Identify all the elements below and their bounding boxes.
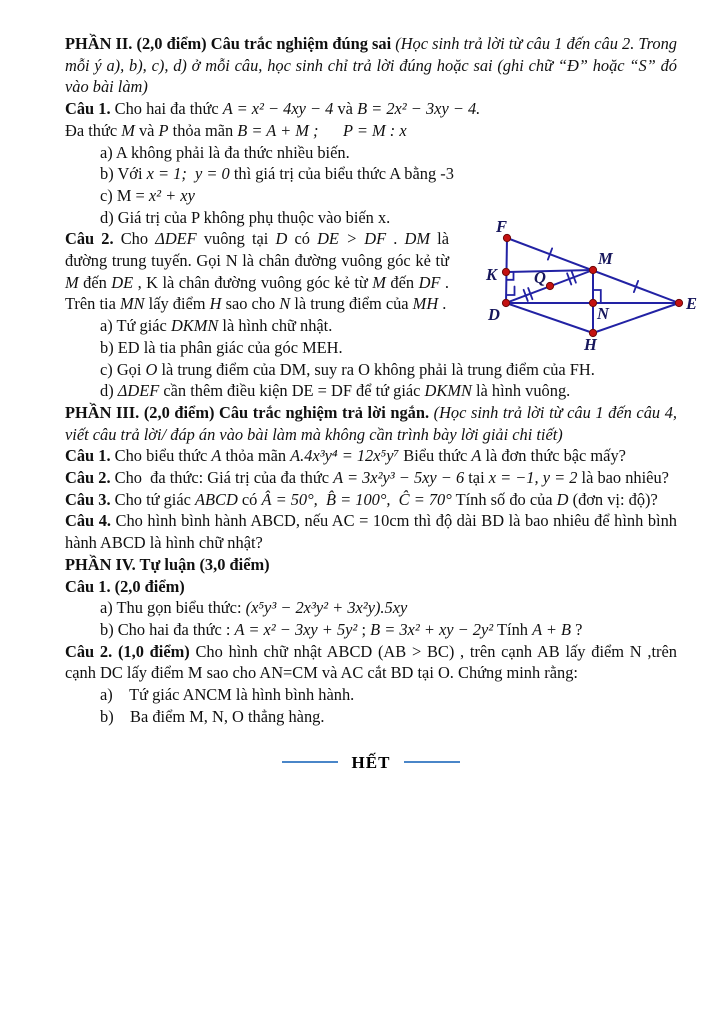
text-segment: Cho hình chữ nhật ABCD (AB > BC) , trên cạnh AB lấy điểm N ,trên cạnh DC lấy điểm M sao cho AN=CM và AC cắt BD tại O. Chứng minh rằng: (65, 641, 677, 683)
text-segment: P (158, 120, 169, 140)
part3-question-1 (65, 445, 677, 467)
text-segment: a) A không phải là đa thức nhiều biến. (100, 142, 350, 162)
text-segment: . (386, 229, 405, 249)
part3-question-4 (65, 510, 677, 553)
text-segment: x = −1, y = 2 (488, 468, 578, 488)
text-segment: DKMN (424, 381, 472, 401)
point-K (502, 268, 509, 275)
text-segment: b) Cho hai đa thức : (100, 619, 235, 639)
part2-cau1-item-b (65, 163, 677, 185)
text-segment: a) Tứ giác ANCM là hình bình hành. (100, 685, 355, 705)
text-segment: vuông tại (196, 229, 276, 249)
text-segment: DF (418, 272, 441, 292)
text-segment: Câu 1. (65, 446, 111, 466)
text-segment: là trung điểm của (290, 294, 413, 314)
text-segment: Cho biểu thức (110, 446, 212, 466)
text-segment: Câu 4. (65, 511, 111, 531)
text-segment: là đường trung tuyến. Gọi N là chân đường vuông góc kẻ từ (65, 229, 450, 271)
text-segment: O (145, 359, 158, 379)
text-segment: (x⁵y³ − 2x³y² + 3x²y).5xy (245, 598, 408, 618)
text-segment: ΔDEF (117, 381, 160, 401)
text-segment: N (279, 294, 291, 314)
text-segment: ΔDEF (155, 229, 197, 249)
part4-heading (65, 554, 677, 576)
point-M (589, 266, 596, 273)
text-segment: sao cho (221, 294, 280, 314)
text-segment: DKMN (170, 316, 219, 336)
part4-cau1-item-b (65, 619, 677, 641)
text-segment: Câu 2. (65, 468, 111, 488)
text-segment: MH (412, 294, 439, 314)
text-segment: DE > DF (317, 229, 387, 249)
divider-line-left (282, 761, 338, 763)
text-segment: là hình chữ nhật. (218, 316, 333, 336)
text-segment: ABCD (195, 489, 238, 509)
point-E (675, 299, 682, 306)
figure-label-M: M (598, 249, 613, 268)
figure-label-E: E (686, 294, 698, 313)
edge-DH (506, 303, 593, 333)
right-angle-D (507, 287, 515, 296)
text-segment: A = x² − 4xy − 4 (222, 99, 334, 119)
part2-cau1-condition (65, 120, 677, 142)
text-segment: MN (119, 294, 145, 314)
text-segment: Cho (113, 229, 156, 249)
part4-cau1-item-a (65, 597, 677, 619)
text-segment: DM (404, 229, 431, 249)
text-segment: A (211, 446, 222, 466)
text-segment: thỏa mãn (221, 446, 291, 466)
part2-heading (65, 33, 677, 98)
part3-question-2 (65, 467, 677, 489)
text-segment: A + B (532, 619, 572, 639)
part2-cau1-intro (65, 98, 677, 120)
text-segment: M (121, 120, 135, 140)
text-segment: thì giá trị của biểu thức A bằng -3 (229, 164, 454, 184)
text-segment: Cho hai đa thức (110, 99, 223, 119)
text-segment: c) M = (100, 185, 149, 205)
text-segment: P = M : x (343, 120, 407, 140)
text-segment: x² + xy (148, 185, 195, 205)
part2-cau2-item-d (65, 380, 677, 402)
part3-heading (65, 402, 677, 445)
text-segment: D (275, 229, 288, 249)
text-segment: A (471, 446, 482, 466)
point-D (502, 299, 509, 306)
text-segment: thỏa mãn (168, 120, 238, 140)
text-segment: PHẦN III. (2,0 điểm) Câu trắc nghiệm trả lời ngắn. (65, 402, 434, 422)
part4-cau2-item-a (65, 684, 677, 706)
text-segment: và (134, 120, 159, 140)
figure-label-F: F (496, 217, 508, 236)
text-segment: đến (78, 272, 112, 292)
text-segment: d) (100, 381, 118, 401)
text-segment: M (372, 272, 386, 292)
text-segment: cần thêm điều kiện DE = DF để tứ giác (159, 381, 425, 401)
part4-cau2-intro (65, 641, 677, 684)
figure-edges (506, 238, 679, 333)
text-segment: PHẦN II. (2,0 điểm) Câu trắc nghiệm đúng sai (65, 34, 396, 53)
text-segment: b) ED là tia phân giác của góc MEH. (100, 337, 343, 357)
figure-label-N: N (597, 304, 609, 323)
text-segment: Câu 1. (65, 99, 111, 119)
text-segment: Đa thức (65, 120, 122, 140)
text-segment: Câu 2. (1,0 điểm) (65, 641, 190, 661)
text-segment: B = 2x² − 3xy − 4. (357, 99, 481, 119)
text-segment: Cho tứ giác (110, 489, 195, 509)
edge-KM (506, 270, 593, 272)
end-divider (65, 752, 677, 774)
text-segment: là trung điểm của DM, suy ra O không phải là trung điểm của FH. (157, 359, 595, 379)
text-segment: và (333, 99, 358, 119)
text-segment: PHẦN IV. Tự luận (3,0 điểm) (65, 554, 270, 574)
text-segment: Tính số đo của (451, 489, 557, 509)
text-segment: (Học sinh trả lời từ câu 1 đến câu 2. Trong mỗi ý a), b), c), d) ở mỗi câu, học sinh chỉ trả lời đúng hoặc sai (ghi chữ “Đ” hoặc “S” đó vào bài làm) (65, 34, 677, 97)
text-segment: d) Giá trị của P không phụ thuộc vào biến x. (100, 207, 391, 227)
text-segment: B = 3x² + xy − 2y² (370, 619, 494, 639)
figure-label-Q: Q (534, 268, 546, 287)
text-segment: a) Tứ giác (100, 316, 171, 336)
text-segment: Câu 2. (65, 229, 114, 249)
text-segment: . (438, 294, 447, 314)
text-segment: Cho hình bình hành ABCD, nếu AC = 10cm thì độ dài BD là bao nhiêu để hình bình hành ABCD là hình chữ nhật? (65, 511, 677, 553)
text-segment: ? (571, 619, 583, 639)
geometry-figure (474, 206, 722, 364)
part2-cau1-item-a (65, 142, 677, 164)
text-segment: , K là chân đường vuông góc kẻ từ (133, 272, 373, 292)
divider-line-right (404, 761, 460, 763)
text-segment: là hình vuông. (471, 381, 571, 401)
text-segment: lấy điểm (144, 294, 210, 314)
end-label: HẾT (351, 752, 391, 772)
text-segment: Câu 3. (65, 489, 111, 509)
text-segment: DE (111, 272, 134, 292)
document-content (65, 33, 677, 773)
part3-question-3 (65, 489, 677, 511)
text-segment: Â = 50°, B̂ = 100°, Ĉ = 70° (261, 489, 452, 509)
part4-cau1-title (65, 576, 677, 598)
text-segment: ; (357, 619, 371, 639)
text-segment: b) Ba điểm M, N, O thẳng hàng. (100, 706, 325, 726)
text-segment: Tính (493, 619, 533, 639)
text-segment: A = x² − 3xy + 5y² (234, 619, 358, 639)
text-segment: b) Với (100, 164, 147, 184)
text-segment: H (209, 294, 222, 314)
text-segment: c) Gọi (100, 359, 146, 379)
point-N (589, 299, 596, 306)
text-segment: M (65, 272, 79, 292)
text-segment: tại (464, 468, 489, 488)
text-segment: Biểu thức (399, 446, 472, 466)
text-segment: A.4x³y⁴ = 12x⁵y⁷ (290, 446, 400, 466)
figure-marks (507, 248, 639, 302)
text-segment: là đơn thức bậc mấy? (481, 446, 626, 466)
figure-label-H: H (584, 335, 597, 354)
text-segment: D (556, 489, 569, 509)
text-segment: a) Thu gọn biểu thức: (100, 598, 246, 618)
text-segment: có (287, 229, 318, 249)
figure-label-K: K (486, 265, 498, 284)
text-segment: Câu 1. (2,0 điểm) (65, 576, 185, 596)
text-segment: x = 1; y = 0 (146, 164, 230, 184)
text-segment: đến (385, 272, 419, 292)
figure-label-D: D (488, 305, 500, 324)
text-segment: Cho đa thức: Giá trị của đa thức (110, 468, 334, 488)
text-segment (318, 121, 343, 140)
text-segment: A = 3x²y³ − 5xy − 6 (333, 468, 465, 488)
text-segment: . Trên tia (65, 272, 449, 314)
text-segment: B = A + M ; (237, 120, 319, 140)
text-segment: là bao nhiêu? (577, 468, 669, 488)
point-Q (546, 282, 553, 289)
text-segment: (Học sinh trả lời từ câu 1 đến câu 4, viết câu trả lời/ đáp án vào bài làm mà không cần trình bày lời giải chi tiết) (65, 402, 677, 444)
part4-cau2-item-b (65, 706, 677, 728)
text-segment: có (237, 489, 262, 509)
text-segment: (đơn vị: độ)? (568, 489, 658, 509)
part2-cau1-item-c (65, 185, 677, 207)
